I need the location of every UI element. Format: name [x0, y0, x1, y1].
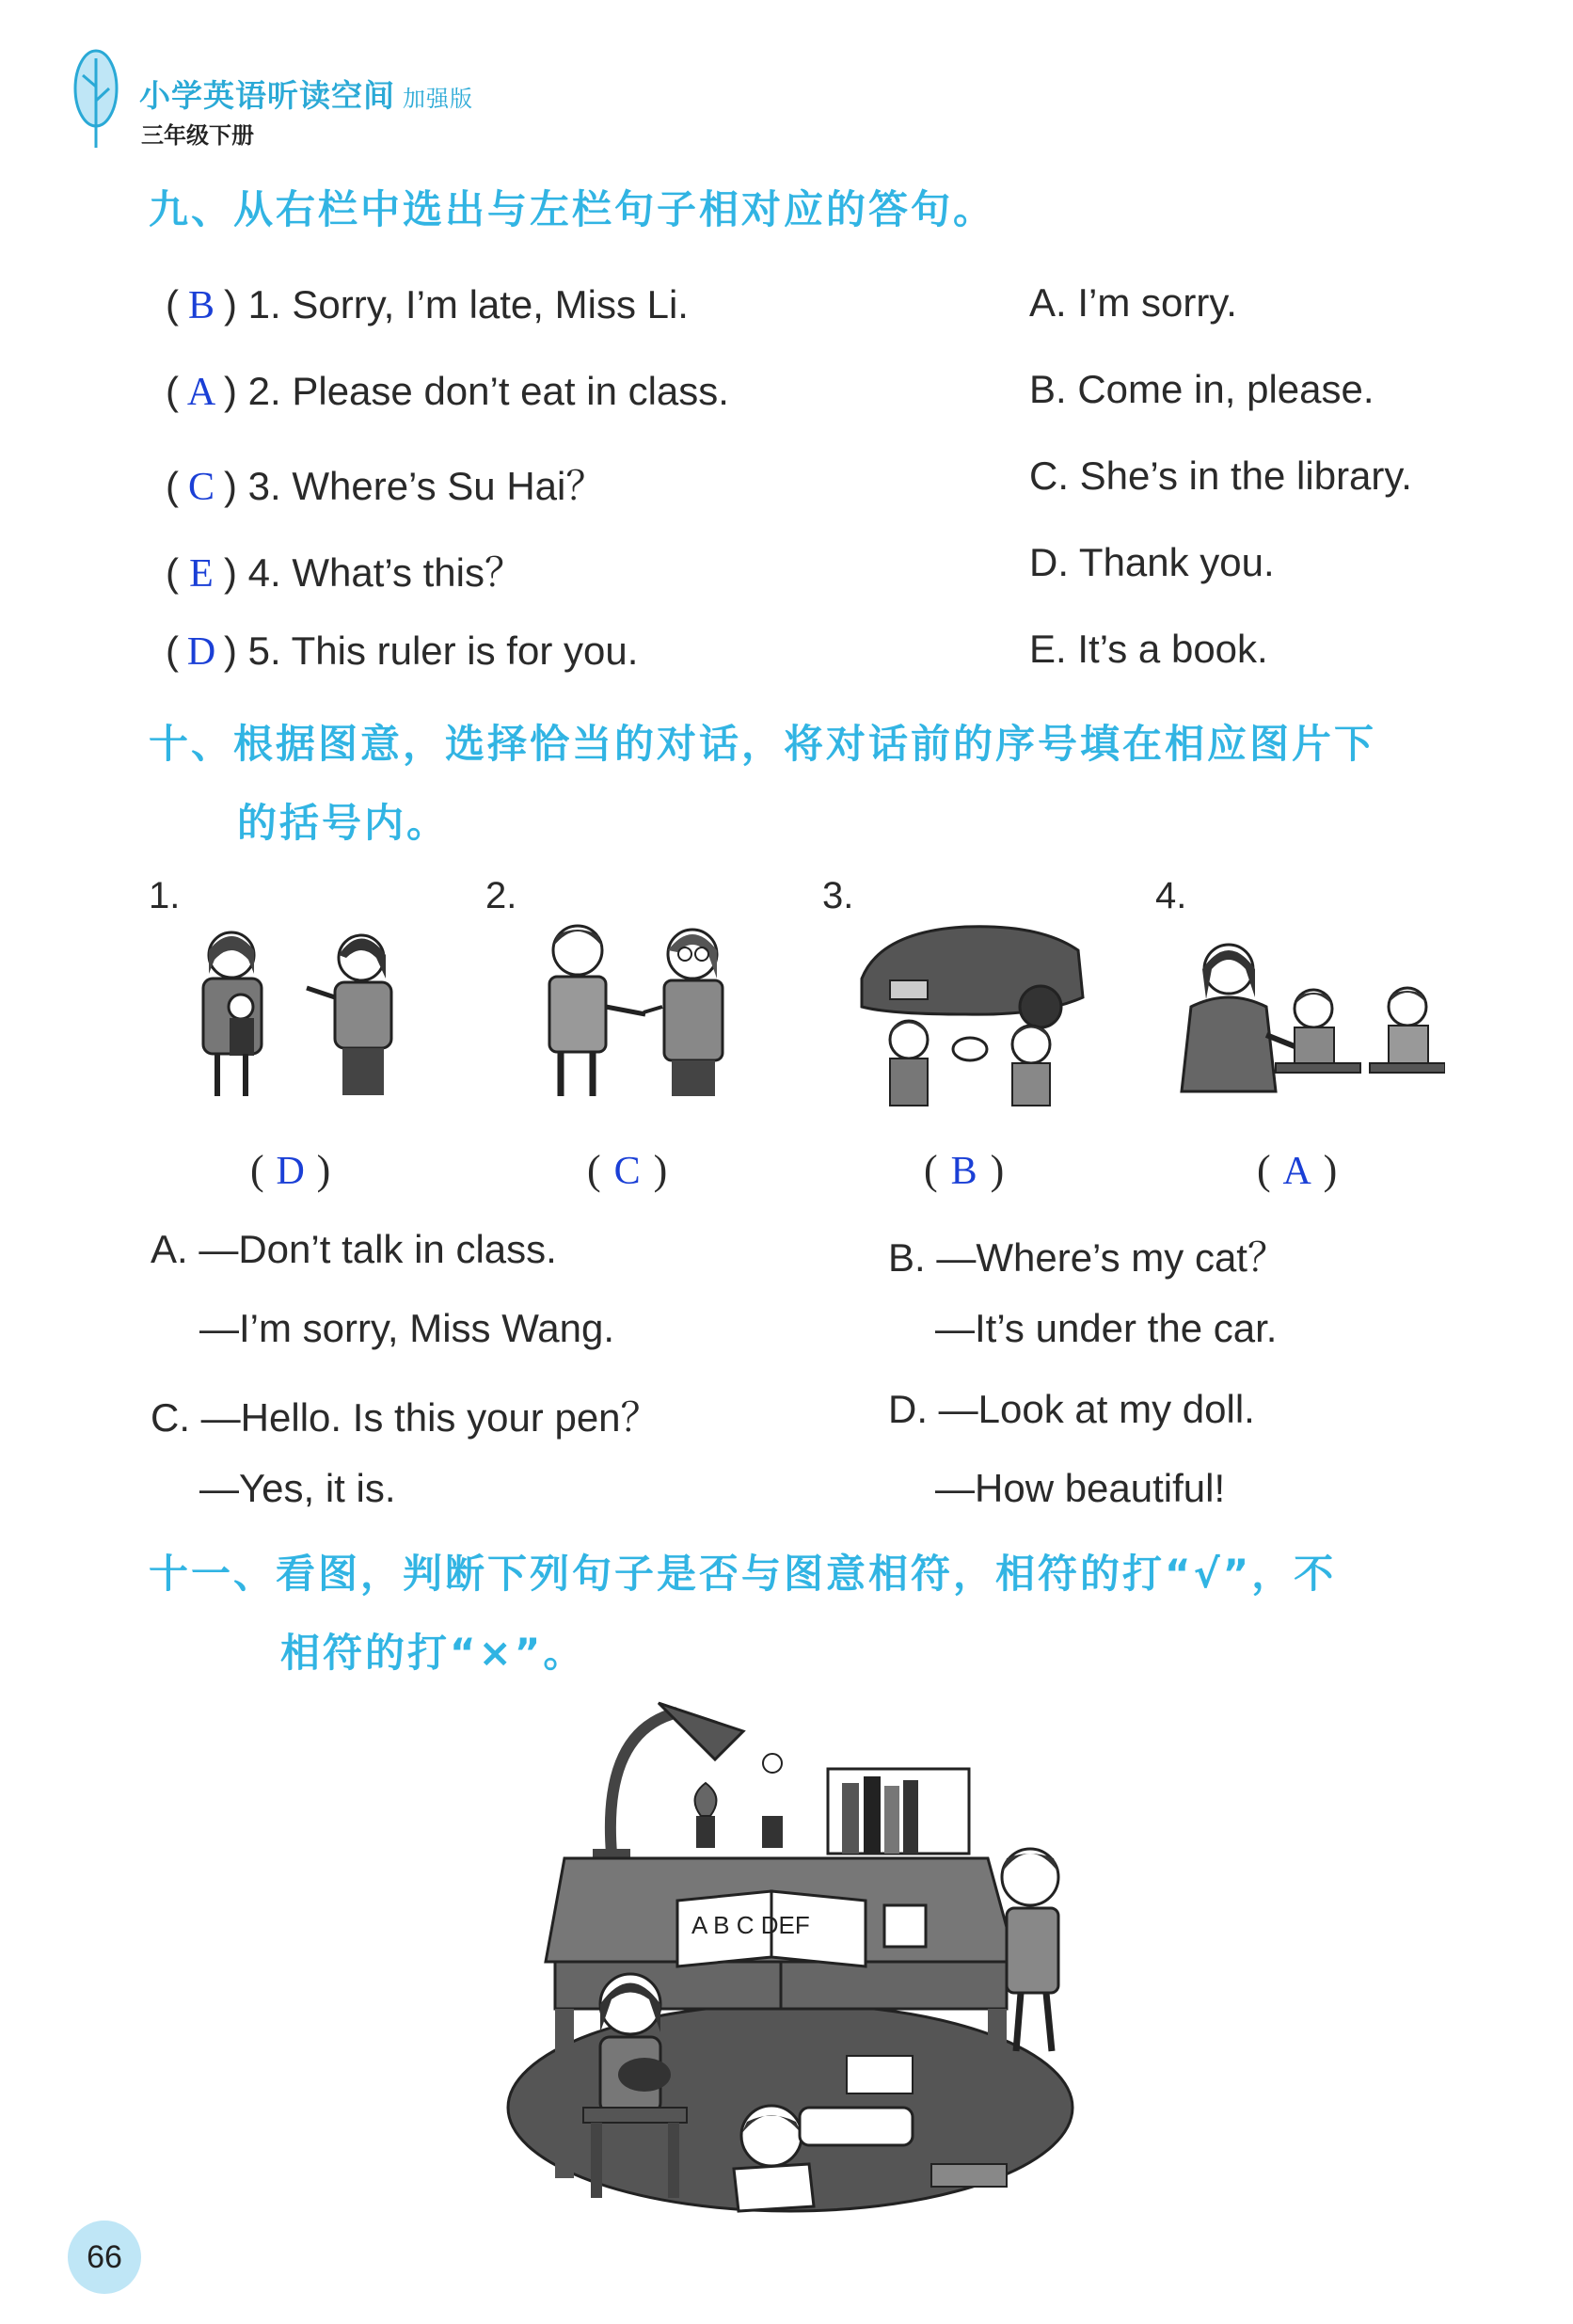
answer-1: B: [187, 284, 214, 327]
section11-title-line2: 相符的打“×”。: [280, 1630, 586, 1676]
picture-answer-3: ( B ): [924, 1147, 1005, 1193]
option-c: C. She’s in the library.: [1029, 454, 1412, 498]
section11-title-line1: 十一、看图，判断下列句子是否与图意相符，相符的打“√”，不: [149, 1551, 1337, 1597]
picture-answer-1: ( D ): [250, 1147, 331, 1193]
answer-4: E: [189, 552, 214, 596]
book-letters: A B C DEF: [691, 1911, 810, 1939]
dialogue-b-line1: B. —Where’s my cat？: [888, 1235, 1287, 1280]
dialogue-a-line2: —I’m sorry, Miss Wang.: [199, 1306, 615, 1350]
question-2: ( A ) 2. Please don’t eat in class.: [166, 369, 729, 414]
answer-3: C: [187, 466, 214, 509]
dialogue-c-line1: C. —Hello. Is this your pen？: [151, 1395, 660, 1440]
dialogue-a-line1: A. —Don’t talk in class.: [151, 1227, 557, 1271]
page-number: 66: [68, 2221, 141, 2294]
picture-number-2: 2.: [485, 875, 517, 916]
picture-number-1: 1.: [149, 875, 181, 916]
dialogue-d-line2: —How beautiful!: [935, 1466, 1226, 1510]
grade-label: 三年级下册: [141, 122, 254, 149]
dialogue-d-line1: D. —Look at my doll.: [888, 1387, 1255, 1431]
picture-number-3: 3.: [822, 875, 854, 916]
answer-5: D: [186, 630, 216, 674]
picture-3-car-cat: [852, 903, 1088, 1110]
picture-4-classroom: [1172, 931, 1445, 1101]
option-d: D. Thank you.: [1029, 540, 1275, 584]
tree-logo-icon: [68, 49, 124, 152]
picture-answer-4: ( A ): [1257, 1147, 1338, 1193]
dialogue-b-line2: —It’s under the car.: [935, 1306, 1278, 1350]
question-4: ( E ) 4. What’s this？: [166, 550, 524, 596]
section9-title: 九、从右栏中选出与左栏句子相对应的答句。: [149, 186, 996, 232]
question-3: ( C ) 3. Where’s Su Hai？: [166, 464, 606, 509]
answer-2: A: [186, 371, 216, 414]
picture-number-4: 4.: [1155, 875, 1187, 916]
question-1: ( B ) 1. Sorry, I’m late, Miss Li.: [166, 282, 689, 327]
option-a: A. I’m sorry.: [1029, 280, 1237, 325]
picture-answer-2: ( C ): [587, 1147, 668, 1193]
picture-2-boy-pen: [523, 913, 749, 1101]
series-title: 小学英语听读空间 加强版: [139, 77, 473, 114]
room-scene-illustration: [489, 1694, 1110, 2221]
section10-title-line2: 的括号内。: [237, 800, 450, 846]
dialogue-c-line2: —Yes, it is.: [199, 1466, 396, 1510]
picture-1-girls-doll: [175, 922, 420, 1101]
option-e: E. It’s a book.: [1029, 627, 1268, 671]
question-5: ( D ) 5. This ruler is for you.: [166, 629, 639, 674]
option-b: B. Come in, please.: [1029, 367, 1374, 411]
section10-title-line1: 十、根据图意，选择恰当的对话，将对话前的序号填在相应图片下: [149, 721, 1377, 767]
